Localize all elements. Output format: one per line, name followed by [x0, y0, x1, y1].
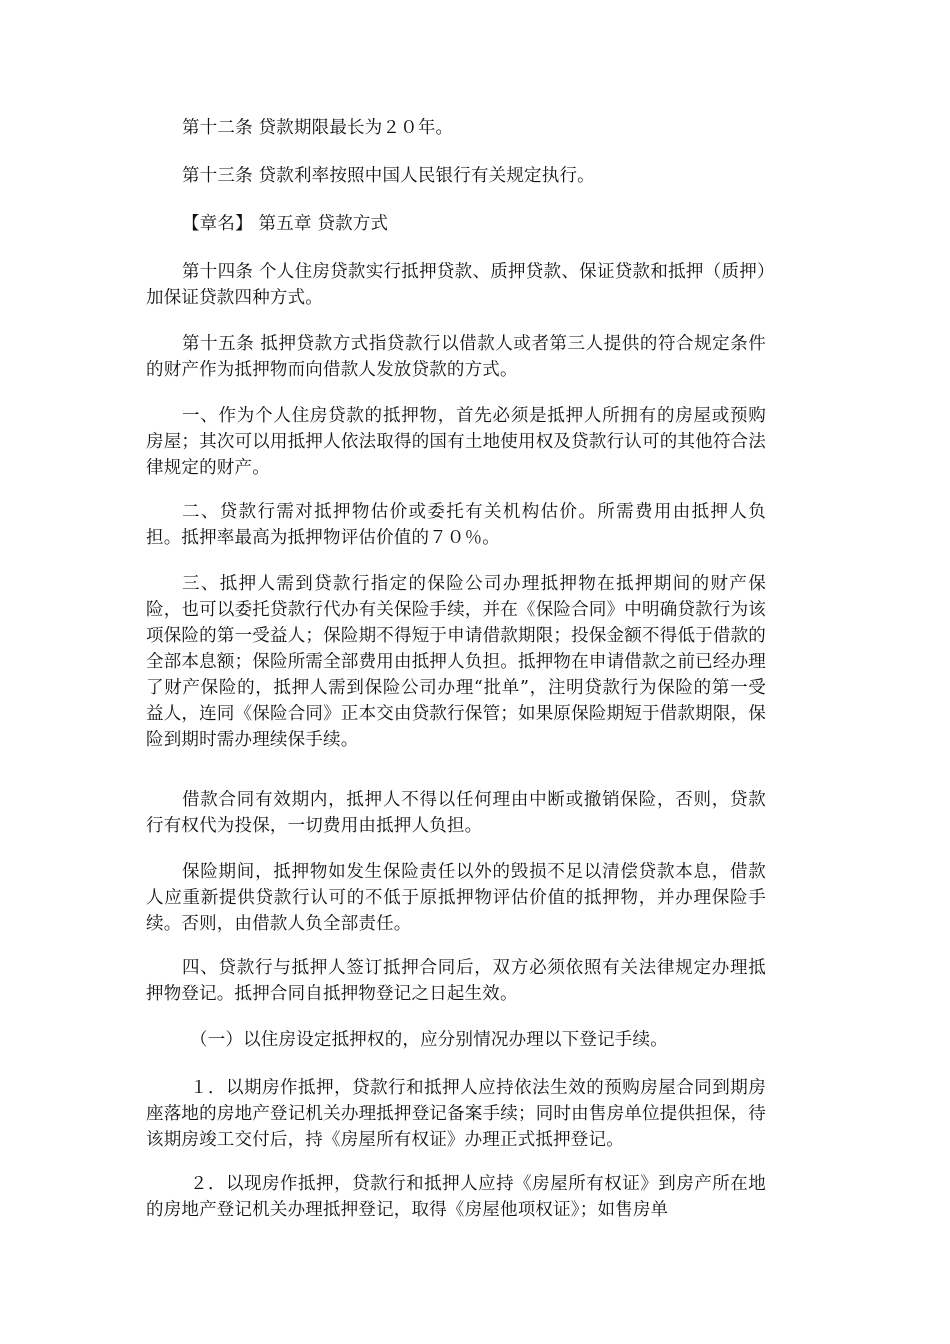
item-two — [146, 499, 766, 551]
chapter-heading — [146, 211, 766, 237]
paragraph: 借款合同有效期内，抵押人不得以任何理由中断或撤销保险，否则，贷款行有权代为投保，一切费用由抵押人负担。 — [146, 790, 766, 836]
article-13 — [146, 163, 766, 189]
paragraph: 一、作为个人住房贷款的抵押物，首先必须是抵押人所拥有的房屋或预购房屋；其次可以用抵押人依法取得的国有土地使用权及贷款行认可的其他符合法律规定的财产。 — [146, 406, 766, 478]
paragraph: 第十三条 贷款利率按照中国人民银行有关规定执行。 — [182, 166, 595, 186]
paragraph: 保险期间，抵押物如发生保险责任以外的毁损不足以清偿贷款本息，借款人应重新提供贷款行认可的不低于原抵押物评估价值的抵押物，并办理保险手续。否则，由借款人负全部责任。 — [146, 862, 766, 934]
paragraph: 三、抵押人需到贷款行指定的保险公司办理抵押物在抵押期间的财产保险，也可以委托贷款行代办有关保险手续，并在《保险合同》中明确贷款行为该项保险的第一受益人；保险期不得短于申请借款期限；投保金额不得低于借款的全部本息额；保险所需全部费用由抵押人负担。抵押物在申请借款之前已经办理了财产保险的，抵押人需到保险公司办理“批单”，注明贷款行为保险的第一受益人，连同《保险合同》正本交由贷款行保管；如果原保险期短于借款期限，保险到期时需办理续保手续。 — [146, 574, 766, 750]
article-15 — [146, 331, 766, 383]
paragraph: （一）以住房设定抵押权的，应分别情况办理以下登记手续。 — [190, 1030, 668, 1050]
insurance-damage-paragraph — [146, 859, 766, 937]
subitem-1 — [146, 1075, 766, 1153]
paragraph: 第十二条 贷款期限最长为２０年。 — [182, 118, 454, 138]
paragraph: ２．以现房作抵押，贷款行和抵押人应持《房屋所有权证》到房产所在地的房地产登记机关办理抵押登记，取得《房屋他项权证》；如售房单 — [146, 1174, 766, 1220]
subitem-2 — [146, 1171, 766, 1223]
paragraph: 第十五条 抵押贷款方式指贷款行以借款人或者第三人提供的符合规定条件的财产作为抵押物而向借款人发放贷款的方式。 — [146, 334, 766, 380]
article-14 — [146, 259, 766, 311]
paragraph: 二、贷款行需对抵押物估价或委托有关机构估价。所需费用由抵押人负担。抵押率最高为抵押物评估价值的７０％。 — [146, 502, 766, 548]
article-12 — [146, 115, 766, 141]
paragraph: １．以期房作抵押，贷款行和抵押人应持依法生效的预购房屋合同到期房座落地的房地产登记机关办理抵押登记备案手续；同时由售房单位提供担保，待该期房竣工交付后，持《房屋所有权证》办理正式抵押登记。 — [146, 1078, 766, 1150]
item-three — [146, 571, 766, 753]
subitem-one — [146, 1027, 766, 1053]
item-one — [146, 403, 766, 481]
insurance-continuity-paragraph — [146, 787, 766, 839]
paragraph: 第十四条 个人住房贷款实行抵押贷款、质押贷款、保证贷款和抵押（质押）加保证贷款四种方式。 — [146, 262, 766, 308]
item-four — [146, 955, 766, 1007]
chapter-title: 【章名】 第五章 贷款方式 — [182, 214, 389, 234]
paragraph: 四、贷款行与抵押人签订抵押合同后，双方必须依照有关法律规定办理抵押物登记。抵押合同自抵押物登记之日起生效。 — [146, 958, 766, 1004]
